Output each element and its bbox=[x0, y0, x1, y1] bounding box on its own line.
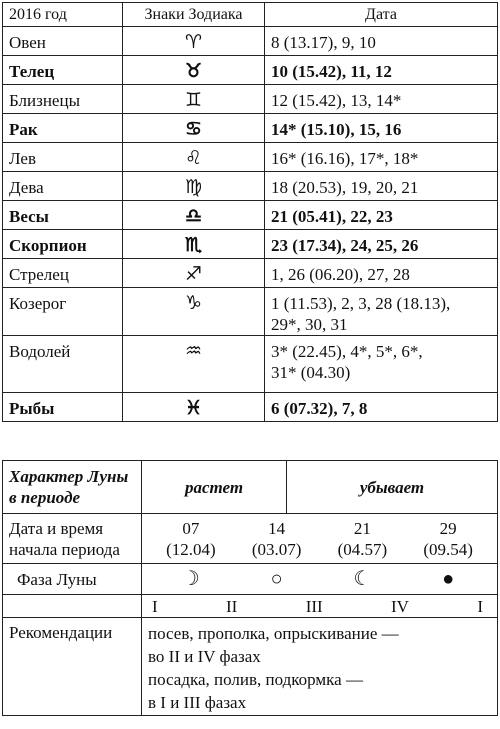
zodiac-dates bbox=[265, 230, 498, 259]
zodiac-name: Скорпион bbox=[3, 230, 123, 259]
zodiac-table bbox=[2, 2, 498, 422]
zodiac-dates-line: 1 (11.53), 2, 3, 28 (18.13), bbox=[271, 294, 451, 313]
zodiac-dates bbox=[265, 336, 498, 393]
waning-label: убывает bbox=[287, 461, 498, 514]
header-year: 2016 год bbox=[3, 3, 123, 27]
zodiac-row bbox=[3, 336, 498, 393]
recommendation-line: в I и III фазах bbox=[148, 693, 247, 712]
moon-recommendation-row bbox=[3, 618, 498, 716]
phase-number: I bbox=[152, 596, 158, 616]
zodiac-sign-icon: ♈︎ bbox=[123, 27, 265, 56]
zodiac-sign-icon: ♓︎ bbox=[123, 393, 265, 422]
zodiac-name: Телец bbox=[3, 56, 123, 85]
phase-numbers bbox=[142, 595, 498, 618]
zodiac-dates-line: 29*, 30, 31 bbox=[271, 315, 348, 334]
date-label-line2: начала периода bbox=[9, 539, 120, 559]
recommendation-line: посев, прополка, опрыскивание — bbox=[148, 624, 399, 643]
phase-label: Фаза Луны bbox=[3, 564, 142, 595]
period-time: (09.54) bbox=[423, 539, 473, 559]
zodiac-dates bbox=[265, 201, 498, 230]
zodiac-dates-line: 21 (05.41), 22, 23 bbox=[271, 207, 393, 226]
zodiac-row bbox=[3, 143, 498, 172]
zodiac-dates-line: 10 (15.42), 11, 12 bbox=[271, 62, 392, 81]
moon-dates-row bbox=[3, 514, 498, 564]
moon-character-row bbox=[3, 461, 498, 514]
zodiac-name: Лев bbox=[3, 143, 123, 172]
zodiac-row bbox=[3, 56, 498, 85]
zodiac-row bbox=[3, 172, 498, 201]
date-label bbox=[3, 514, 142, 564]
zodiac-row bbox=[3, 288, 498, 336]
period-time: (04.57) bbox=[337, 539, 388, 559]
zodiac-dates-line: 31* (04.30) bbox=[271, 363, 351, 382]
header-date: Дата bbox=[265, 3, 498, 27]
zodiac-sign-icon: ♊︎ bbox=[123, 85, 265, 114]
date-label-line1: Дата и время bbox=[9, 518, 104, 538]
phase-icons bbox=[142, 564, 498, 595]
zodiac-sign-icon: ♍︎ bbox=[123, 172, 265, 201]
zodiac-dates bbox=[265, 259, 498, 288]
zodiac-sign-icon: ♋︎ bbox=[123, 114, 265, 143]
zodiac-name: Овен bbox=[3, 27, 123, 56]
period-date: 29 bbox=[439, 518, 457, 538]
zodiac-dates bbox=[265, 85, 498, 114]
period-time: (03.07) bbox=[251, 539, 302, 559]
zodiac-dates-line: 6 (07.32), 7, 8 bbox=[271, 399, 368, 418]
zodiac-dates-line: 3* (22.45), 4*, 5*, 6*, bbox=[271, 342, 423, 361]
roman-empty bbox=[3, 595, 142, 618]
period-date: 07 bbox=[182, 518, 200, 538]
zodiac-dates bbox=[265, 288, 498, 336]
zodiac-name: Рак bbox=[3, 114, 123, 143]
zodiac-dates bbox=[265, 56, 498, 85]
zodiac-row bbox=[3, 259, 498, 288]
zodiac-sign-icon: ♐︎ bbox=[123, 259, 265, 288]
zodiac-row bbox=[3, 114, 498, 143]
period-date: 21 bbox=[353, 518, 371, 538]
zodiac-row bbox=[3, 201, 498, 230]
recommendation-text bbox=[142, 618, 498, 716]
zodiac-dates bbox=[265, 27, 498, 56]
zodiac-sign-icon: ♏︎ bbox=[123, 230, 265, 259]
recommendation-line: во II и IV фазах bbox=[148, 647, 261, 666]
zodiac-name: Стрелец bbox=[3, 259, 123, 288]
zodiac-dates-line: 16* (16.16), 17*, 18* bbox=[271, 149, 419, 168]
zodiac-sign-icon: ♒︎ bbox=[123, 336, 265, 393]
zodiac-dates bbox=[265, 143, 498, 172]
period-time: (12.04) bbox=[166, 539, 216, 559]
header-signs: Знаки Зодиака bbox=[123, 3, 265, 27]
character-label-line1: Характер Луны bbox=[9, 467, 129, 486]
zodiac-dates-line: 1, 26 (06.20), 27, 28 bbox=[271, 265, 410, 284]
phase-number: II bbox=[226, 596, 238, 616]
phase-number: I bbox=[477, 596, 483, 616]
zodiac-dates-line: 8 (13.17), 9, 10 bbox=[271, 33, 376, 52]
waxing-crescent-icon: ☽ bbox=[181, 567, 200, 590]
zodiac-sign-icon: ♌︎ bbox=[123, 143, 265, 172]
zodiac-dates-line: 14* (15.10), 15, 16 bbox=[271, 120, 402, 139]
moon-table bbox=[2, 460, 498, 716]
moon-phase-row bbox=[3, 564, 498, 595]
growing-label: растет bbox=[142, 461, 287, 514]
period-dates bbox=[142, 514, 498, 564]
zodiac-row bbox=[3, 393, 498, 422]
character-label-line2: в периоде bbox=[9, 488, 81, 507]
waning-crescent-icon: ☾ bbox=[353, 567, 372, 590]
zodiac-dates bbox=[265, 114, 498, 143]
zodiac-row bbox=[3, 85, 498, 114]
zodiac-sign-icon: ♎︎ bbox=[123, 201, 265, 230]
zodiac-row bbox=[3, 27, 498, 56]
full-moon-icon: ○ bbox=[270, 567, 283, 590]
new-moon-icon: ● bbox=[442, 567, 455, 590]
character-label bbox=[3, 461, 142, 514]
zodiac-dates bbox=[265, 393, 498, 422]
zodiac-sign-icon: ♉︎ bbox=[123, 56, 265, 85]
zodiac-dates-line: 18 (20.53), 19, 20, 21 bbox=[271, 178, 419, 197]
zodiac-name: Козерог bbox=[3, 288, 123, 336]
zodiac-row bbox=[3, 230, 498, 259]
moon-roman-row bbox=[3, 595, 498, 618]
recommendation-label: Рекомендации bbox=[3, 618, 142, 716]
zodiac-dates-line: 23 (17.34), 24, 25, 26 bbox=[271, 236, 419, 255]
zodiac-name: Дева bbox=[3, 172, 123, 201]
recommendation-line: посадка, полив, подкормка — bbox=[148, 670, 363, 689]
zodiac-name: Рыбы bbox=[3, 393, 123, 422]
phase-number: III bbox=[305, 596, 323, 616]
zodiac-name: Весы bbox=[3, 201, 123, 230]
zodiac-name: Близнецы bbox=[3, 85, 123, 114]
zodiac-dates-line: 12 (15.42), 13, 14* bbox=[271, 91, 402, 110]
period-date: 14 bbox=[268, 518, 286, 538]
zodiac-dates bbox=[265, 172, 498, 201]
phase-number: IV bbox=[391, 596, 409, 616]
zodiac-name: Водолей bbox=[3, 336, 123, 393]
zodiac-header-row bbox=[3, 3, 498, 27]
zodiac-sign-icon: ♑︎ bbox=[123, 288, 265, 336]
